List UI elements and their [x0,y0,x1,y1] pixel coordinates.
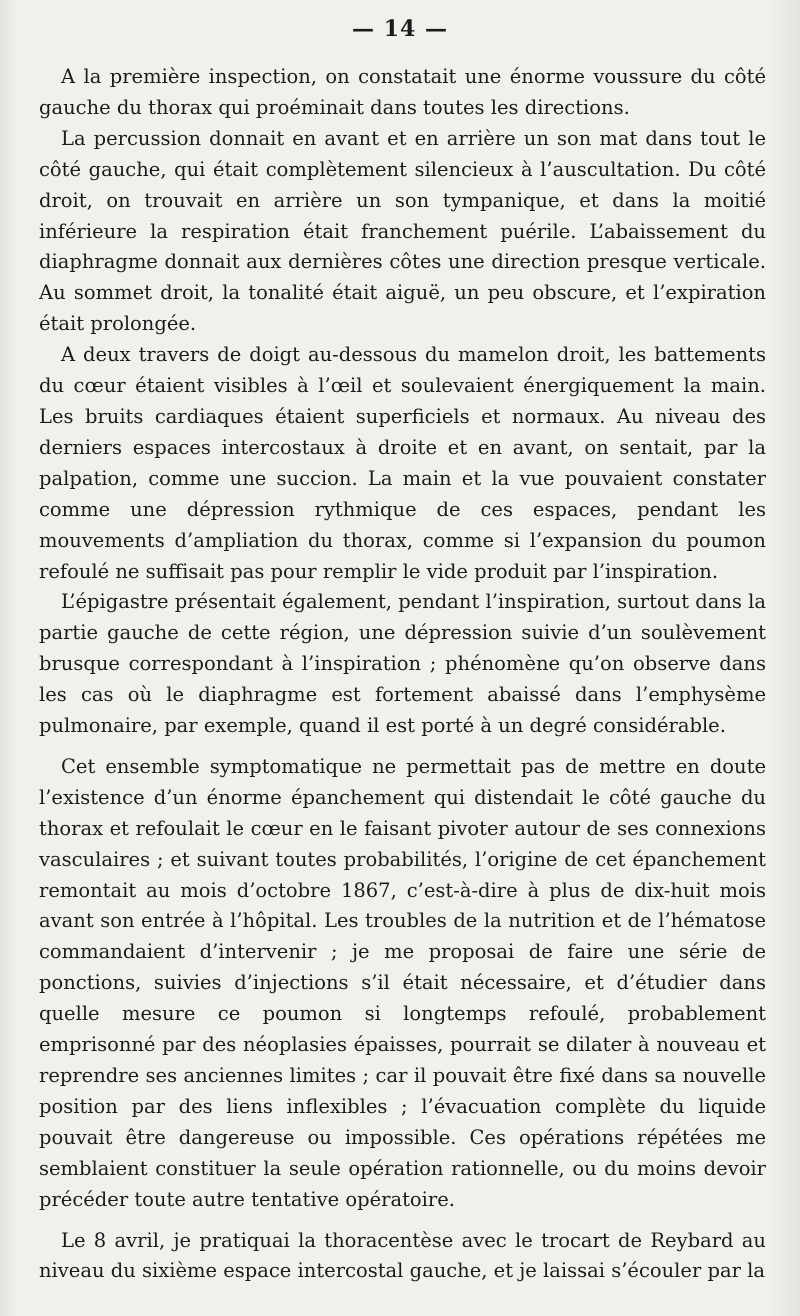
paragraph-diagnosis: Cet ensemble symptomatique ne permettait pas de mettre en doute l’existence d’un énorme épanchement qui distendait le côté gauche du thorax et refoulait le cœur en le faisant pivoter autour de ses connexions vasculaires ; et suivant toutes probabilités, l’origine de cet épanchement remontait au mois d’octobre 1867, c’est-à-dire à plus de dix-huit mois avant son entrée à l’hôpital. Les troubles de la nutrition et de l’hématose commandaient d’intervenir ; je me proposai de faire une série de ponctions, suivies d’injections s’il était nécessaire, et d’étudier dans quelle mesure ce poumon si longtemps refoulé, probablement emprisonné par des néoplasies épaisses, pourrait se dilater à nouveau et reprendre ses anciennes limites ; car il pouvait être fixé dans sa nouvelle position par des liens inflexibles ; l’évacuation complète du liquide pouvait être dangereuse ou impossible. Ces opérations répétées me semblaient constituer la seule opération rationnelle, ou du moins devoir précéder toute autre tentative opératoire. [39,754,766,1211]
page-body [39,62,766,1287]
page-number: — 14 — [352,16,448,42]
paragraph-heartbeat: A deux travers de doigt au-dessous du mamelon droit, les battements du cœur étaient visibles à l’œil et soulevaient énergiquement la main. Les bruits cardiaques étaient superficiels et normaux. Au niveau des derniers espaces intercostaux à droite et en avant, on sentait, par la palpation, comme une succion. La main et la vue pouvaient constater comme une dépression rythmique de ces espaces, pendant les mouvements d’ampliation du thorax, comme si l’expansion du poumon refoulé ne suffisait pas pour remplir le vide produit par l’inspiration. [39,343,766,583]
paragraph-inspection: A la première inspection, on constatait une énorme voussure du côté gauche du thorax qui proéminait dans toutes les directions. [39,65,766,119]
paragraph-epigastrium: L’épigastre présentait également, pendant l’inspiration, surtout dans la partie gauche de cette région, une dépression suivie d’un soulèvement brusque correspondant à l’inspiration ; phénomène qu’on observe dans les cas où le diaphragme est fortement abaissé dans l’emphysème pulmonaire, par exemple, quand il est porté à un degré considérable. [39,590,766,738]
paragraph-thoracentesis: Le 8 avril, je pratiquai la thoracentèse avec le trocart de Reybard au niveau du sixième espace intercostal gauche, et je laissai s’écouler par la [39,1228,766,1283]
paragraph-percussion: La percussion donnait en avant et en arrière un son mat dans tout le côté gauche, qui était complètement silencieux à l’auscultation. Du côté droit, on trouvait en arrière un son tympanique, et dans la moitié inférieure la respiration était franchement puérile. L’abaissement du diaphragme donnait aux dernières côtes une direction presque verticale. Au sommet droit, la tonalité était aiguë, un peu obscure, et l’expiration était prolongée. [39,126,766,336]
